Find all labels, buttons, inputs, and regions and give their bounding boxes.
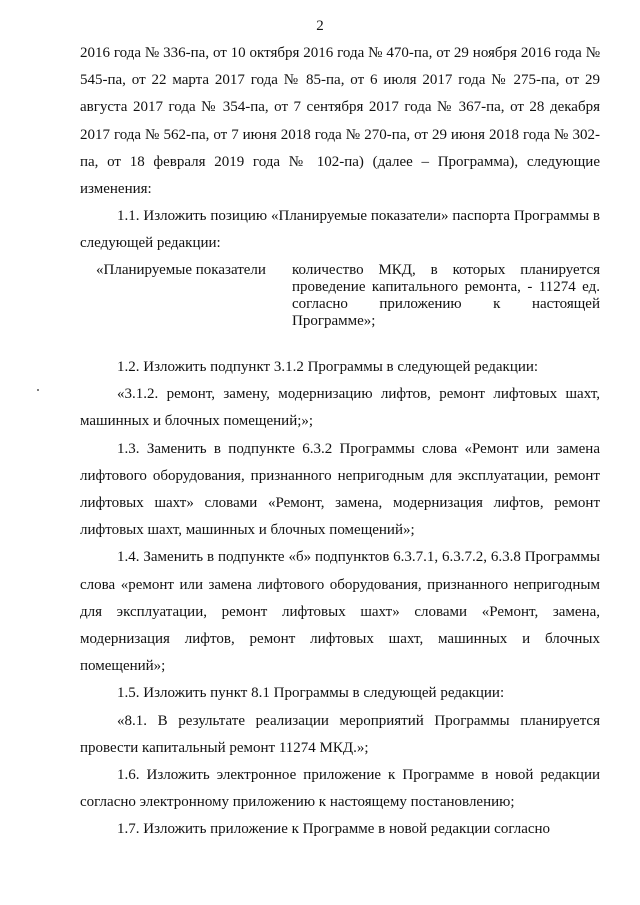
- paragraph-quote-3-1-2: «3.1.2. ремонт, замену, модернизацию лифтов, ремонт лифтовых шахт, машинных и блочных помещений;»;: [80, 386, 600, 430]
- table-cell-label: «Планируемые показатели: [96, 262, 266, 278]
- paragraph-item-1-2: 1.2. Изложить подпункт 3.1.2 Программы в следующей редакции:: [117, 359, 539, 375]
- paragraph-quote-8-1: «8.1. В результате реализации мероприятий Программы планируется провести капитальный ремонт 11274 МКД.»;: [80, 712, 600, 756]
- text-block-top: [80, 40, 600, 258]
- text-block-main: [80, 354, 600, 844]
- paragraph-item-1-3: 1.3. Заменить в подпункте 6.3.2 Программы слова «Ремонт или замена лифтового оборудования, признанного непригодным для эксплуатации, ремонт лифтовых шахт» словами «Ремонт, замена, модернизация лифтов, ремонт лифтовых шахт, машинных и блочных помещений»;: [80, 440, 600, 539]
- paragraph-item-1-1: 1.1. Изложить позицию «Планируемые показатели» паспорта Программы в следующей редакции:: [80, 208, 600, 252]
- paragraph-item-1-4: 1.4. Заменить в подпункте «б» подпунктов 6.3.7.1, 6.3.7.2, 6.3.8 Программы слова «ремонт или замена лифтового оборудования, признанного непригодным для эксплуатации, ремонт лифтовых шахт» словами «Ремонт, замена, модернизация лифтов, ремонт лифтовых шахт, машинных и блочных помещений»;: [80, 549, 600, 675]
- paragraph-item-1-5: 1.5. Изложить пункт 8.1 Программы в следующей редакции:: [117, 685, 505, 702]
- page-number: 2: [316, 18, 324, 34]
- margin-mark: [37, 389, 39, 391]
- paragraph-continuation: 2016 года № 336-па, от 10 октября 2016 года № 470-па, от 29 ноября 2016 года № 545-па, от 22 марта 2017 года № 85-па, от 6 июля 2017 года № 275-па, от 29 августа 2017 года № 354-па, от 7 сентября 2017 года № 367-па, от 28 декабря 2017 года № 562-па, от 7 июня 2018 года № 270-па, от 29 июня 2018 года № 302-па, от 18 февраля 2019 года № 102-па) (далее – Программа), следующие изменения:: [80, 45, 600, 198]
- table-cell-value: количество МКД, в которых планируется проведение капитального ремонта, - 11274 ед. согласно приложению к настоящей Программе»;: [292, 262, 600, 329]
- paragraph-item-1-6: 1.6. Изложить электронное приложение к Программе в новой редакции согласно электронному приложению к настоящему постановлению;: [80, 767, 600, 811]
- paragraph-item-1-7: 1.7. Изложить приложение к Программе в новой редакции согласно: [117, 821, 551, 838]
